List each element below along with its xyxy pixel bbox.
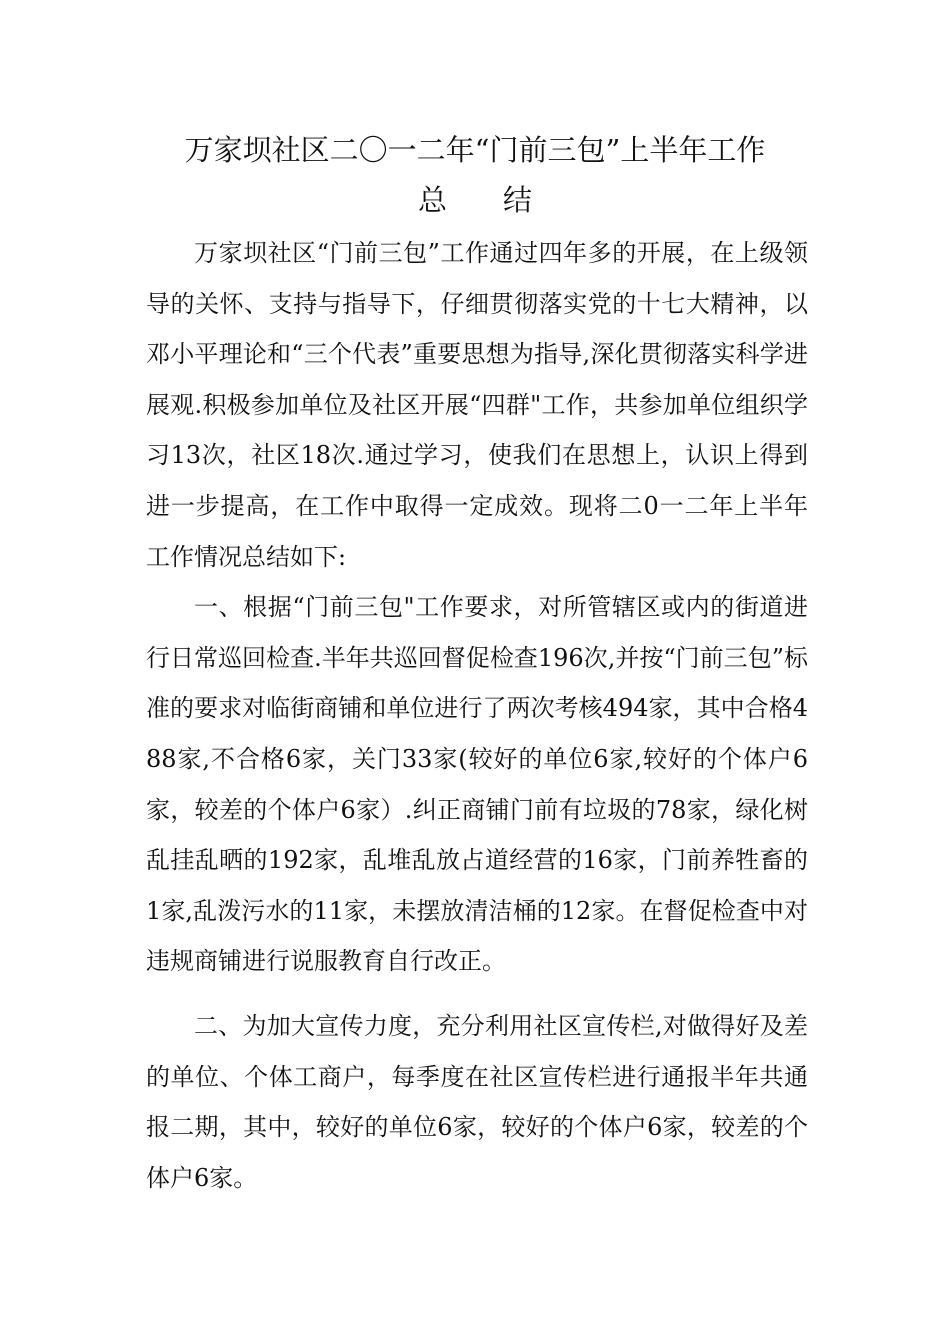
title-char-1: 总: [417, 183, 447, 217]
paragraph-section-1: 一、根据“门前三包"工作要求，对所管辖区或内的街道进行日常巡回检查.半年共巡回督促检查196次,并按“门前三包”标准的要求对临街商铺和单位进行了两次考核494家，其中合格488家,不合格6家，关门33家(较好的单位6家,较好的个体户6家，较差的个体户6家）.纠正商铺门前有垃圾的78家，绿化树乱挂乱晒的192家，乱堆乱放占道经营的16家，门前养牲畜的1家,乱泼污水的11家，未摆放清洁桶的12家。在督促检查中对违规商铺进行说服教育自行改正。: [146, 593, 808, 976]
title-char-2: 结: [503, 183, 533, 217]
document-body: [146, 228, 808, 1203]
paragraph-section-2: 二、为加大宣传力度，充分利用社区宣传栏,对做得好及差的单位、个体工商户，每季度在社区宣传栏进行通报半年共通报二期，其中，较好的单位6家，较好的个体户6家，较差的个体户6家。: [146, 1011, 808, 1192]
document-title-line1: 万家坝社区二〇一二年“门前三包”上半年工作: [184, 133, 766, 167]
document-title-line2: [0, 178, 950, 222]
paragraph-intro: 万家坝社区“门前三包”工作通过四年多的开展，在上级领导的关怀、支持与指导下，仔细贯彻落实党的十七大精神，以邓小平理论和“三个代表”重要思想为指导,深化贯彻落实科学进展观.积极参加单位及社区开展“四群"工作，共参加单位组织学习13次，社区18次.通过学习，使我们在思想上，认识上得到进一步提高，在工作中取得一定成效。现将二0一二年上半年工作情况总结如下:: [146, 239, 808, 571]
